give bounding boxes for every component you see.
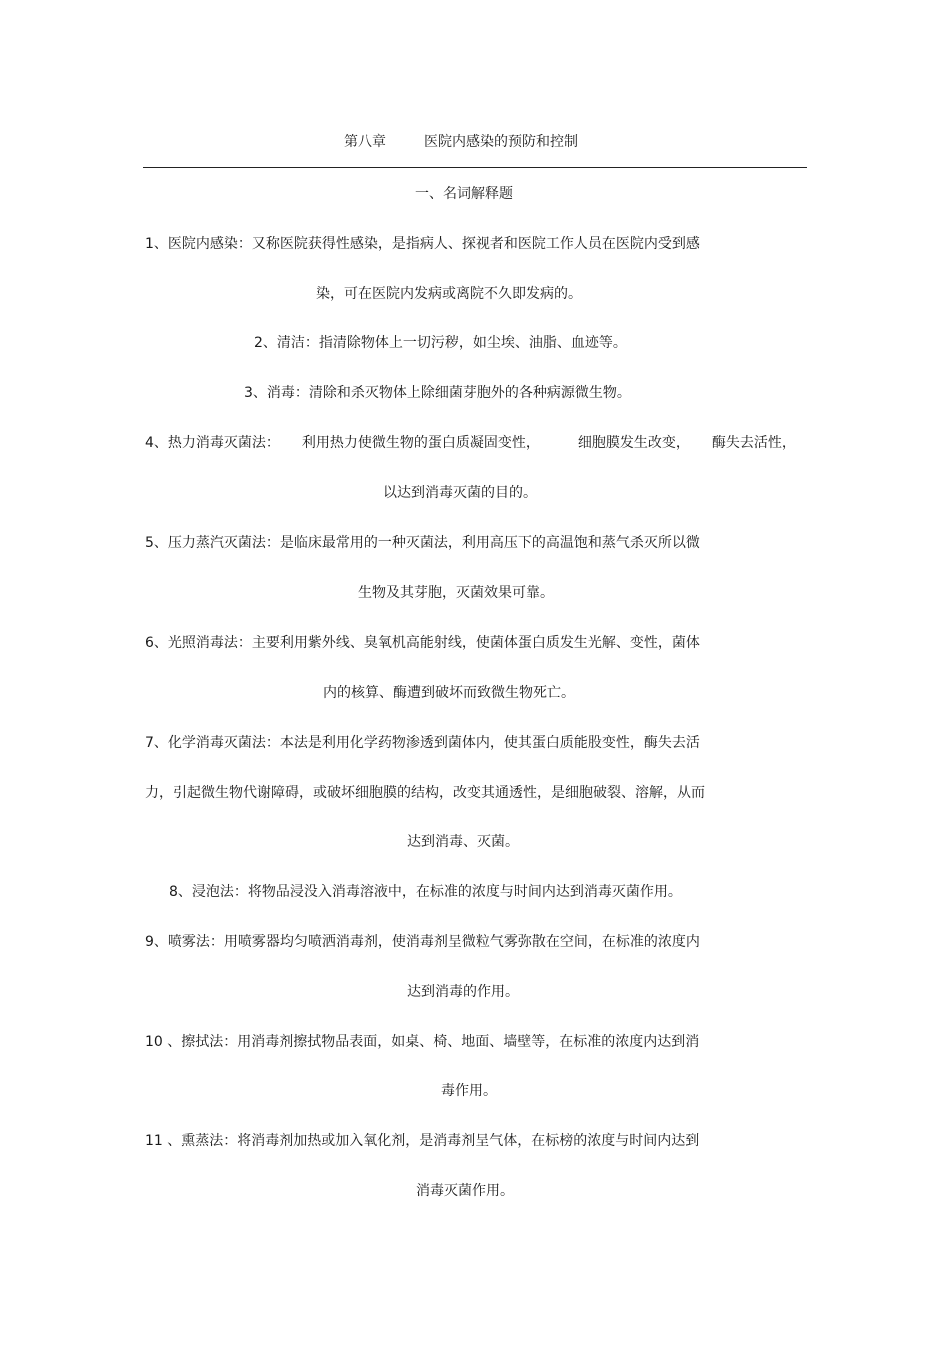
section-heading: 一、名词解释题 bbox=[415, 186, 513, 202]
entry-7-line-2: 力，引起微生物代谢障碍，或破坏细胞膜的结构，改变其通透性，是细胞破裂、溶解，从而 bbox=[145, 785, 705, 801]
entry-4-term: 4、热力消毒灭菌法： bbox=[145, 435, 280, 451]
entry-5-line-1: 5、压力蒸汽灭菌法：是临床最常用的一种灭菌法，利用高压下的高温饱和蒸气杀灭所以微 bbox=[145, 535, 700, 551]
entry-5-line-2: 生物及其芽胞，灭菌效果可靠。 bbox=[358, 585, 554, 601]
page-title bbox=[344, 132, 578, 152]
entry-7-line-1: 7、化学消毒灭菌法：本法是利用化学药物渗透到菌体内，使其蛋白质能股变性，酶失去活 bbox=[145, 735, 700, 751]
entry-6-line-1: 6、光照消毒法：主要利用紫外线、臭氧机高能射线，使菌体蛋白质发生光解、变性，菌体 bbox=[145, 635, 700, 651]
entry-4-segment-3: 酶失去活性， bbox=[711, 435, 796, 451]
entry-8-line-1: 8、浸泡法：将物品浸没入消毒溶液中，在标准的浓度与时间内达到消毒灭菌作用。 bbox=[169, 884, 682, 900]
entry-10-line-2: 毒作用。 bbox=[441, 1083, 497, 1099]
entry-4-segment-2: 细胞膜发生改变， bbox=[577, 435, 690, 451]
chapter-title: 医院内感染的预防和控制 bbox=[424, 134, 578, 150]
entry-4-line-2: 以达到消毒灭菌的目的。 bbox=[383, 485, 537, 501]
entry-1-line-1: 1、医院内感染：又称医院获得性感染，是指病人、探视者和医院工作人员在医院内受到感 bbox=[145, 236, 700, 252]
entry-7-line-3: 达到消毒、灭菌。 bbox=[407, 834, 519, 850]
entry-9-line-2: 达到消毒的作用。 bbox=[407, 984, 519, 1000]
title-divider bbox=[143, 167, 807, 168]
entry-11-line-1: 11 、熏蒸法：将消毒剂加热或加入氧化剂，是消毒剂呈气体，在标榜的浓度与时间内达到 bbox=[145, 1133, 700, 1149]
chapter-number: 第八章 bbox=[344, 134, 386, 150]
entry-3-line-1: 3、消毒：清除和杀灭物体上除细菌芽胞外的各种病源微生物。 bbox=[244, 385, 631, 401]
entry-4-line-1 bbox=[145, 433, 796, 453]
entry-6-line-2: 内的核算、酶遭到破坏而致微生物死亡。 bbox=[323, 685, 575, 701]
entry-4-segment-1: 利用热力使微生物的蛋白质凝固变性， bbox=[301, 435, 540, 451]
entry-10-line-1: 10 、擦拭法：用消毒剂擦拭物品表面，如桌、椅、地面、墙壁等，在标准的浓度内达到消 bbox=[145, 1034, 700, 1050]
entry-1-line-2: 染，可在医院内发病或离院不久即发病的。 bbox=[316, 286, 582, 302]
entry-9-line-1: 9、喷雾法：用喷雾器均匀喷洒消毒剂，使消毒剂呈微粒气雾弥散在空间，在标准的浓度内 bbox=[145, 934, 700, 950]
entry-11-line-2: 消毒灭菌作用。 bbox=[416, 1183, 514, 1199]
entry-2-line-1: 2、清洁：指清除物体上一切污秽，如尘埃、油脂、血迹等。 bbox=[254, 335, 627, 351]
